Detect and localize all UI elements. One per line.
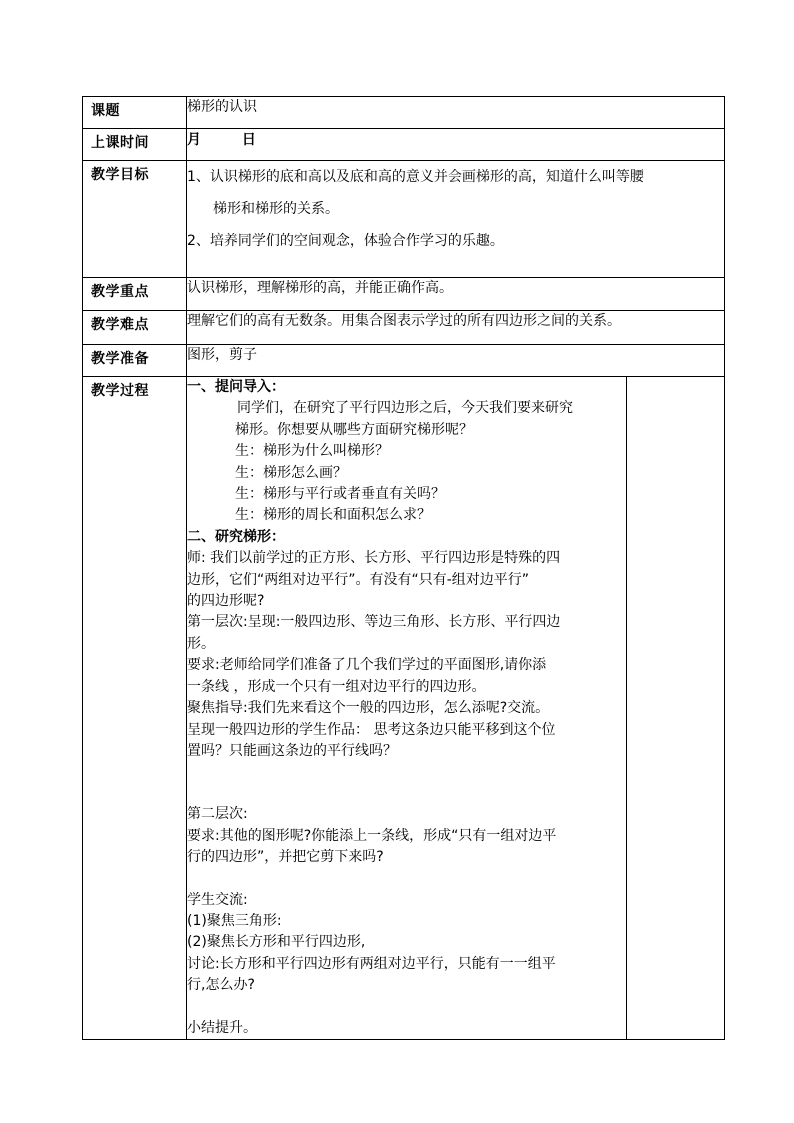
process-line: 第一层次:呈现:一般四边形、等边三角形、长方形、平行四边: [187, 614, 561, 631]
process-line: 的四边形呢?: [187, 593, 265, 610]
process-line: 生：梯形怎么画？: [235, 464, 347, 481]
label-title: 课题: [83, 97, 187, 129]
process-line: 边形，它们“两组对边平行”。有没有“只有-组对边平行”: [187, 571, 530, 588]
goal-line-3: 2、培养同学们的空间观念，体验合作学习的乐趣。: [187, 233, 504, 249]
process-line: 呈现一般四边形的学生作品： 思考这条边只能平移到这个位: [187, 721, 556, 738]
lesson-plan-table: [82, 96, 725, 1040]
blank-gap: [187, 762, 626, 804]
process-line: 小结提升。: [187, 1019, 257, 1036]
label-teaching-process: 教学过程: [83, 377, 187, 1040]
process-line: 聚焦指导:我们先来看这个一般的四边形，怎么添呢?交流。: [187, 700, 550, 717]
teaching-goals-content: [187, 161, 725, 278]
row-key-points: [83, 278, 725, 311]
blank-gap: [187, 997, 626, 1018]
day-label: 日: [241, 132, 256, 148]
process-line: 二、研究梯形：: [187, 528, 285, 545]
process-line: 师: 我们以前学过的正方形、长方形、平行四边形是特殊的四: [187, 550, 561, 567]
process-line: 生：梯形为什么叫梯形？: [235, 443, 389, 460]
preparation-value: 图形，剪子: [187, 345, 725, 377]
process-line: 一条线 ，形成一个只有一组对边平行的四边形。: [187, 678, 486, 695]
process-line: 讨论:长方形和平行四边形有两组对边平行，只能有一一组平: [187, 955, 556, 972]
process-line: 生：梯形与平行或者垂直有关吗？: [235, 486, 445, 503]
process-line: 行的四边形”，并把它剪下来吗?: [187, 849, 384, 866]
row-title: [83, 97, 725, 129]
label-preparation: 教学准备: [83, 345, 187, 377]
process-line: 形。: [187, 635, 215, 652]
row-teaching-goals: [83, 161, 725, 278]
process-notes-column: [627, 377, 725, 1040]
blank-gap: [187, 869, 626, 890]
row-preparation: [83, 345, 725, 377]
process-line: 梯形。你想要从哪些方面研究梯形呢？: [235, 421, 473, 438]
process-line: 生：梯形的周长和面积怎么求？: [235, 507, 431, 524]
process-line: 要求:其他的图形呢?你能添上一条线，形成“只有一组对边平: [187, 827, 557, 844]
lesson-title-value: 梯形的认识: [187, 97, 725, 129]
row-difficulties: [83, 311, 725, 345]
label-teaching-goals: 教学目标: [83, 161, 187, 278]
process-line: 行,怎么办?: [187, 977, 255, 994]
goal-line-2: 梯形和梯形的关系。: [213, 201, 339, 217]
label-class-time: 上课时间: [83, 129, 187, 161]
goal-line-1: 1、认识梯形的底和高以及底和高的意义并会画梯形的高，知道什么叫等腰: [187, 169, 644, 185]
difficulties-value: 理解它们的高有无数条。用集合图表示学过的所有四边形之间的关系。: [187, 311, 725, 345]
row-teaching-process: [83, 377, 725, 1040]
month-label: 月: [187, 132, 201, 148]
process-line: 同学们，在研究了平行四边形之后，今天我们要来研究: [237, 400, 573, 417]
label-key-points: 教学重点: [83, 278, 187, 311]
class-time-value: [187, 129, 725, 161]
process-line: (2)聚焦长方形和平行四边形,: [187, 934, 366, 951]
row-class-time: [83, 129, 725, 161]
process-line: 要求:老师给同学们准备了几个我们学过的平面图形,请你添: [187, 657, 547, 674]
key-points-value: 认识梯形，理解梯形的高，并能正确作高。: [187, 278, 725, 311]
teaching-process-content: [187, 377, 627, 1040]
process-line: 置吗？只能画这条边的平行线吗？: [187, 742, 397, 759]
process-line: (1)聚焦三角形:: [187, 912, 282, 929]
label-difficulties: 教学难点: [83, 311, 187, 345]
process-line: 学生交流:: [187, 891, 248, 908]
process-line: 一、提问导入：: [187, 379, 285, 395]
process-line: 第二层次:: [187, 806, 248, 823]
